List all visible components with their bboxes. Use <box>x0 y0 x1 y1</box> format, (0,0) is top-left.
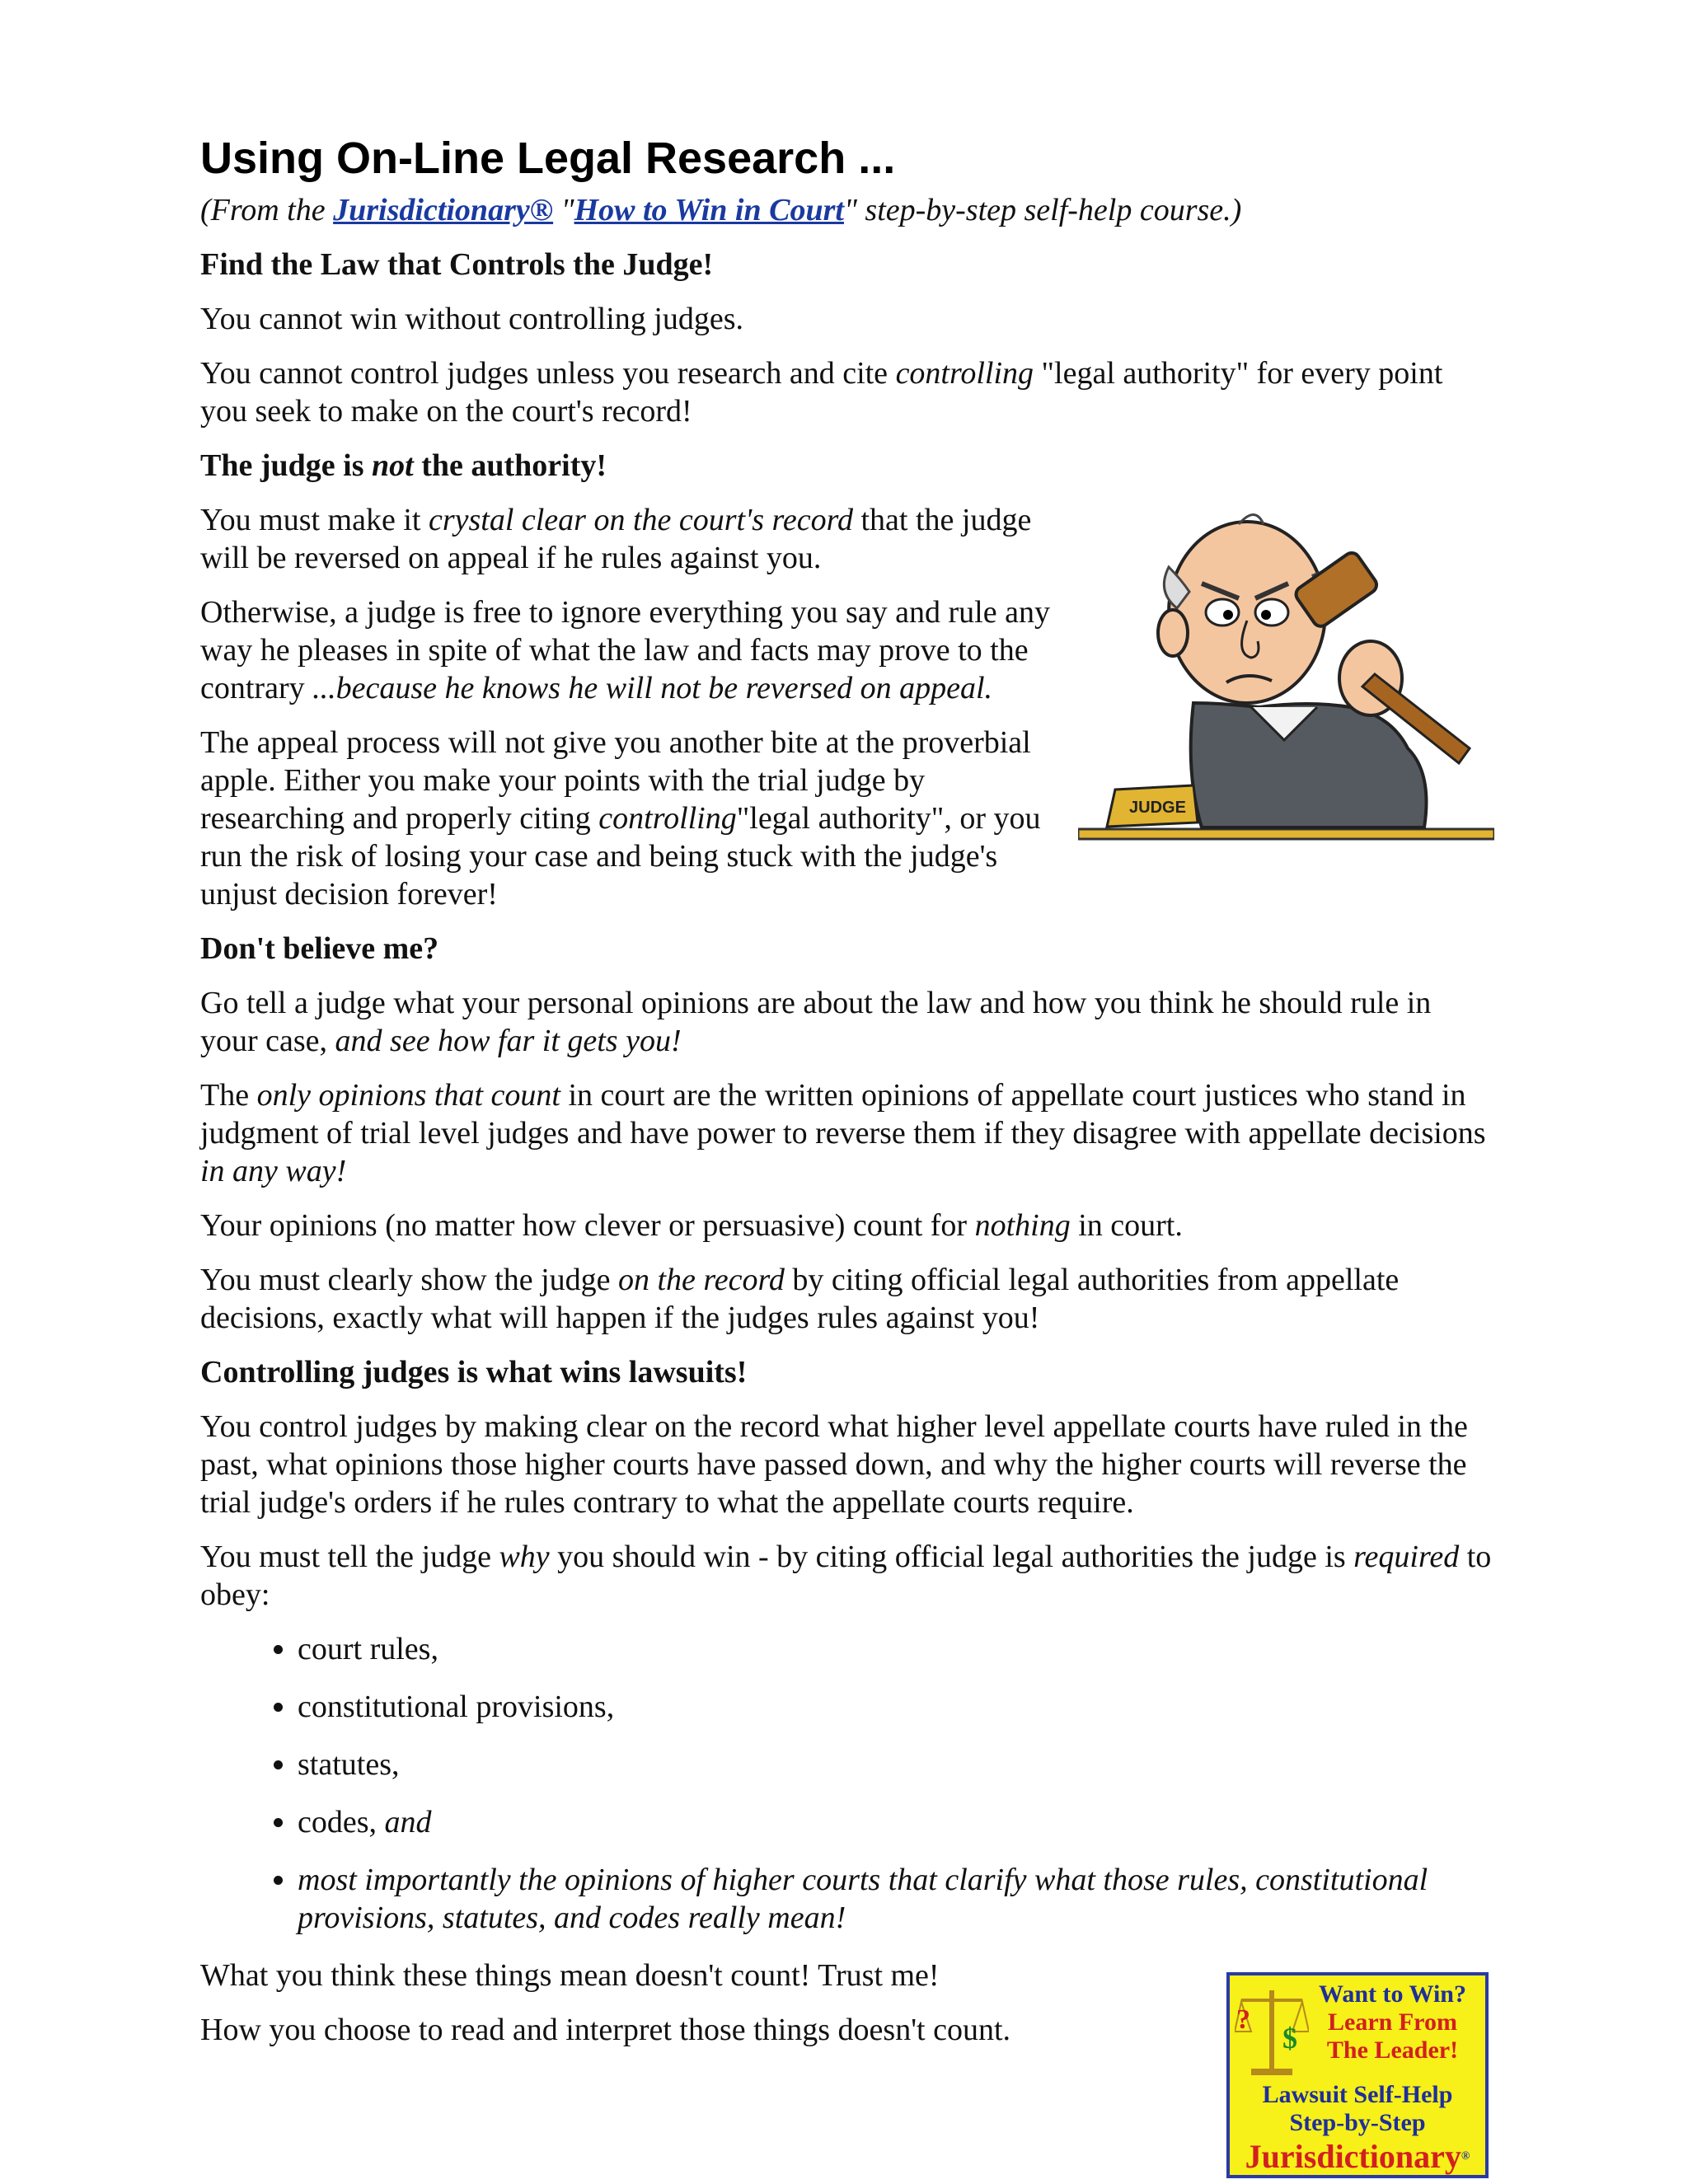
paragraph: Your opinions (no matter how clever or persuasive) count for nothing in court. <box>200 1208 1183 1243</box>
paragraph: You cannot win without controlling judges. <box>200 302 744 336</box>
paragraph: Otherwise, a judge is free to ignore everything you say and rule any way he pleases in spite of what the law and facts may prove to the contrary ...because he knows he will not be reversed on appeal. <box>200 595 1050 705</box>
list-item: • codes, and <box>298 1803 1494 1841</box>
scales-of-justice-icon <box>1235 1982 1309 2079</box>
heading-dont-believe-me: Don't believe me? <box>200 931 439 966</box>
jurisdictionary-promo-banner[interactable] <box>1226 1972 1489 2178</box>
list-item: • constitutional provisions, <box>298 1688 1494 1726</box>
how-to-win-in-court-link[interactable]: How to Win in Court <box>574 193 844 227</box>
promo-line: Lawsuit Self-Help <box>1262 2081 1453 2108</box>
paragraph: Go tell a judge what your personal opinions are about the law and how you think he should rule in your case, and see how far it gets you! <box>200 986 1432 1058</box>
authority-list <box>200 1630 1494 1937</box>
paragraph: The only opinions that count in court are the written opinions of appellate court justices who stand in judgment of trial level judges and have power to reverse them if they disagree with appellate decisions in any way! <box>200 1078 1486 1188</box>
article <box>200 132 1494 2065</box>
page-title: Using On-Line Legal Research ... <box>200 134 896 183</box>
paragraph: What you think these things mean doesn't count! Trust me! <box>200 1958 940 1993</box>
paragraph: You must make it crystal clear on the court's record that the judge will be reversed on appeal if he rules against you. <box>200 503 1032 575</box>
judge-gavel-image <box>1078 501 1494 847</box>
svg-text:?: ? <box>1236 2004 1250 2035</box>
paragraph: How you choose to read and interpret those things doesn't count. <box>200 2013 1011 2047</box>
paragraph: You cannot control judges unless you research and cite controlling "legal authority" for every point you seek to make on the court's record! <box>200 356 1443 429</box>
list-item: • court rules, <box>298 1630 1494 1668</box>
paragraph: The appeal process will not give you another bite at the proverbial apple. Either you make your points with the trial judge by researching and properly citing controlling"legal authority", or you run the risk of losing your case and being stuck with the judge's unjust decision forever! <box>200 725 1041 912</box>
paragraph: You must clearly show the judge on the record by citing official legal authorities from appellate decisions, exactly what will happen if the judges rules against you! <box>200 1263 1400 1335</box>
list-item: • statutes, <box>298 1746 1494 1783</box>
paragraph: You must tell the judge why you should win - by citing official legal authorities the judge is required to obey: <box>200 1540 1492 1612</box>
promo-line: Learn From <box>1328 2008 1457 2036</box>
jurisdictionary-link[interactable]: Jurisdictionary® <box>333 193 554 227</box>
heading-judge-not-authority: The judge is not the authority! <box>200 448 607 483</box>
promo-brand: Jurisdictionary® <box>1245 2138 1470 2175</box>
judge-plate-text: JUDGE <box>1129 799 1186 817</box>
promo-line: The Leader! <box>1326 2036 1459 2064</box>
svg-text:$: $ <box>1282 2022 1297 2055</box>
list-item: • most importantly the opinions of higher courts that clarify what those rules, constitutional provisions, statutes, and codes really mean! <box>298 1861 1494 1937</box>
paragraph: You control judges by making clear on the record what higher level appellate courts have ruled in the past, what opinions those higher courts have passed down, and why the higher courts will reverse the trial judge's orders if he rules contrary to what the appellate courts require. <box>200 1409 1468 1520</box>
promo-line: Want to Win? <box>1319 1980 1466 2008</box>
heading-controlling-judges: Controlling judges is what wins lawsuits! <box>200 1355 748 1390</box>
heading-find-the-law: Find the Law that Controls the Judge! <box>200 247 714 282</box>
promo-line: Step-by-Step <box>1289 2109 1426 2136</box>
subtitle: (From the Jurisdictionary® "How to Win in Court" step-by-step self-help course.) <box>200 193 1242 227</box>
